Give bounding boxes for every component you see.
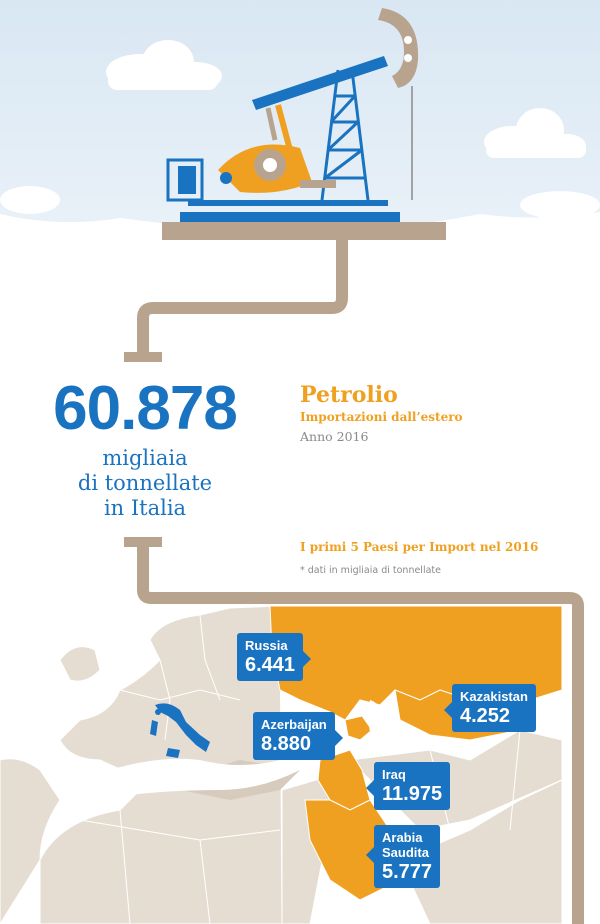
page-subtitle: Importazioni dall’estero — [300, 410, 463, 424]
country-value: 11.975 — [382, 783, 443, 805]
country-value: 8.880 — [261, 733, 312, 755]
country-name: Azerbaijan — [261, 717, 327, 732]
country-label-kazakhstan — [452, 684, 536, 732]
caption-line: di tonnellate — [77, 471, 213, 495]
country-name-line: Saudita — [382, 845, 429, 860]
country-label-iraq — [374, 762, 450, 810]
country-name-line: Arabia — [382, 830, 423, 845]
caption-line: in Italia — [103, 496, 187, 520]
country-label-russia — [237, 633, 303, 681]
country-name: Kazakistan — [460, 689, 528, 704]
country-value: 5.777 — [382, 861, 433, 883]
year-label: Anno 2016 — [300, 429, 369, 444]
country-label-azerbaijan — [253, 712, 335, 760]
country-value: 4.252 — [460, 705, 511, 727]
page-title: Petrolio — [300, 382, 398, 408]
azerbaijan-region — [345, 716, 372, 740]
country-value: 6.441 — [245, 654, 296, 676]
country-name: Russia — [245, 638, 288, 653]
italy-marker — [155, 709, 161, 715]
total-imports-caption — [40, 446, 250, 521]
total-imports-value: 60.878 — [53, 374, 237, 443]
units-note: * dati in migliaia di tonnellate — [300, 565, 441, 576]
ranking-title: I primi 5 Paesi per Import nel 2016 — [300, 540, 539, 554]
country-name: Iraq — [382, 767, 406, 782]
caption-line: migliaia — [102, 446, 188, 470]
country-label-saudi-arabia — [374, 825, 440, 888]
